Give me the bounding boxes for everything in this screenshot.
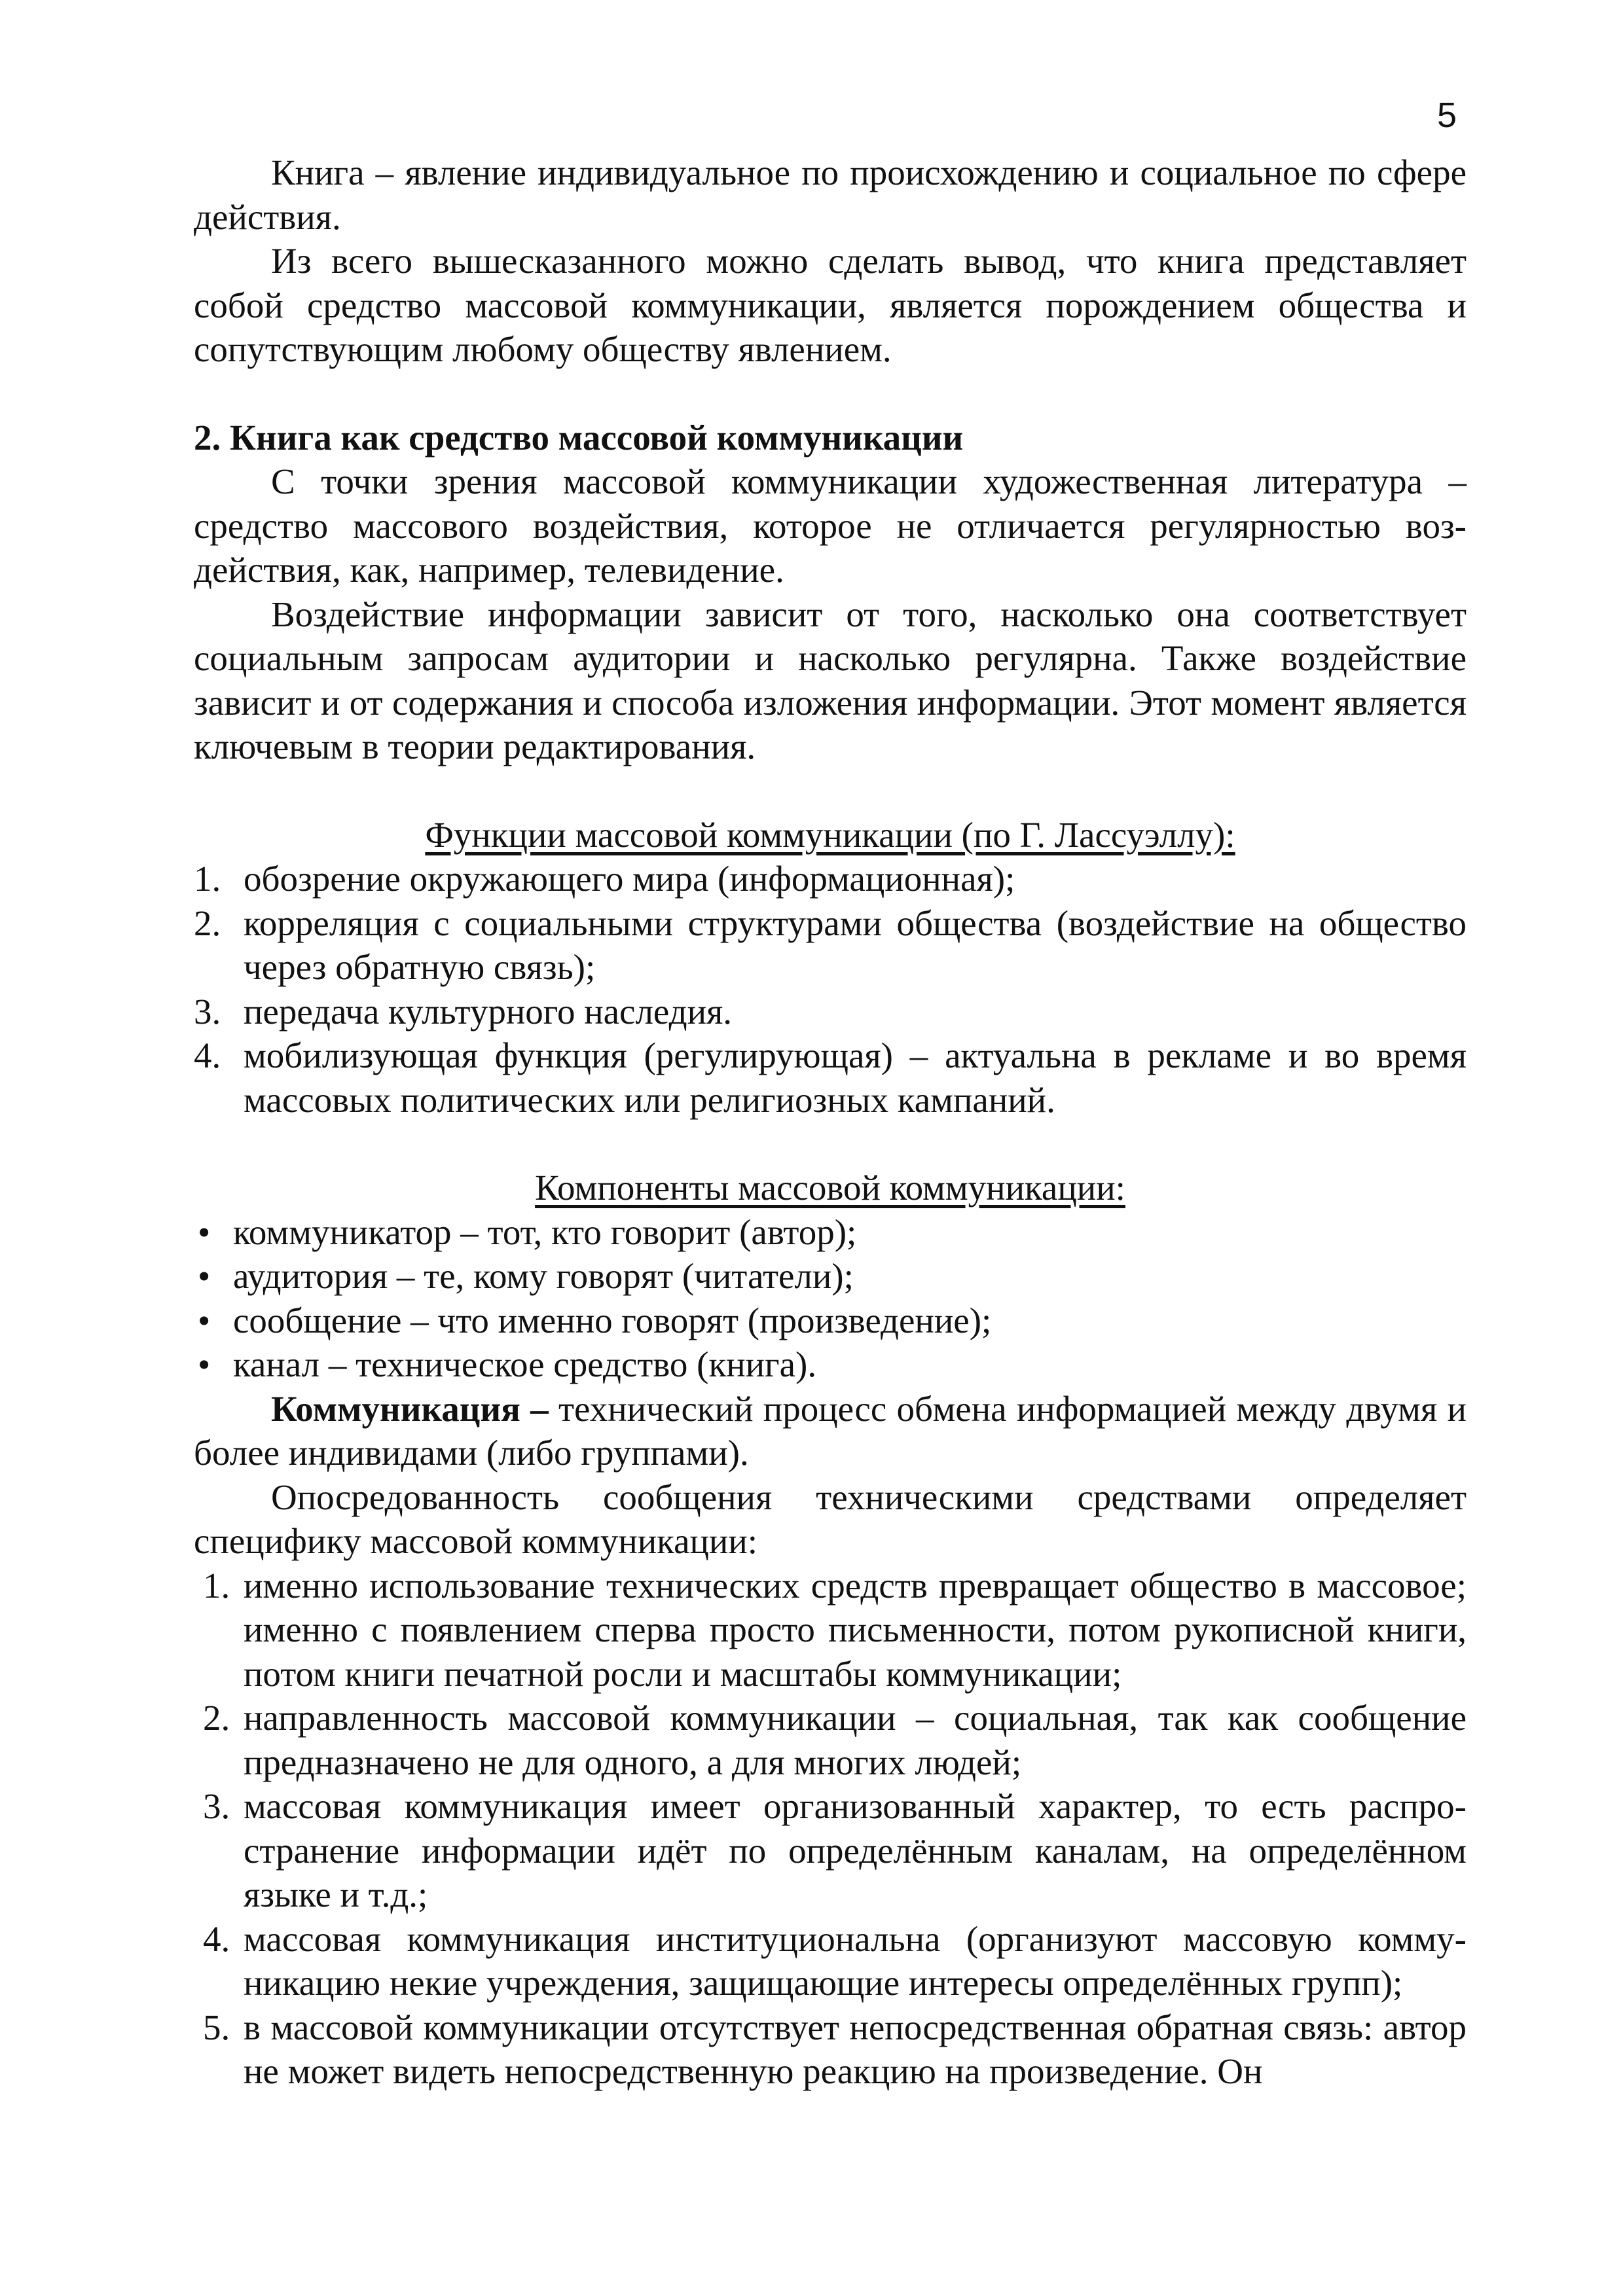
section-heading: 2. Книга как средство массовой коммуникации xyxy=(194,417,964,457)
list-item xyxy=(194,2005,1467,2094)
list-item-text: направленность массовой коммуникации – социальная, так как сообщение предназначено не для одного, а для многих людей; xyxy=(244,1698,1467,1782)
functions-list xyxy=(194,857,1467,1122)
list-item xyxy=(194,901,1467,990)
definition-paragraph xyxy=(194,1387,1467,1475)
list-item-text: канал – техническое средство (книга). xyxy=(233,1344,817,1384)
components-list xyxy=(194,1210,1467,1387)
paragraph: Опосредованность сообщения техническими средствами определяет специфику массовой коммуникации: xyxy=(194,1477,1467,1561)
components-title: Компоненты массовой коммуникации: xyxy=(535,1168,1125,1208)
functions-title: Функции массовой коммуникации (по Г. Лассуэллу): xyxy=(425,814,1235,855)
list-number: 4. xyxy=(194,1035,221,1075)
bullet-icon: • xyxy=(198,1211,211,1252)
list-item-text: сообщение – что именно говорят (произведение); xyxy=(233,1300,992,1340)
list-item-text: массовая коммуникация имеет организованный характер, то есть распространение информации идёт по определённым каналам, на определённом языке и т.д.; xyxy=(244,1786,1467,1914)
spacer xyxy=(194,769,1467,813)
paragraph: Воздействие информации зависит от того, насколько она соответствует социальным запросам аудитории и насколько регулярна. Также воздействие зависит и от содержания и способа изложения информации. Этот момент является ключевым в теории редактирования. xyxy=(194,594,1467,766)
list-number: 2. xyxy=(194,903,221,943)
list-item-text: в массовой коммуникации отсутствует непосредственная обратная связь: автор не может видеть непосредственную реакцию на произведение. Он xyxy=(244,2007,1467,2091)
bullet-icon: • xyxy=(198,1300,211,1340)
list-item xyxy=(194,1033,1467,1122)
paragraph: С точки зрения массовой коммуникации художественная литература – средство массового воздействия, которое не отличается регулярностью воздействия, как, например, телевидение. xyxy=(194,461,1467,590)
defined-term: Коммуникация – xyxy=(271,1388,549,1429)
spacer xyxy=(194,372,1467,416)
paragraph: Книга – явление индивидуальное по происхождению и социальное по сфере действия. xyxy=(194,152,1467,237)
list-item-text: корреляция с социальными структурами общества (воздействие на общество через обратную связь); xyxy=(244,903,1467,987)
list-item-text: коммуникатор – тот, кто говорит (автор); xyxy=(233,1211,857,1252)
paragraph: Из всего вышесказанного можно сделать вывод, что книга представляет собой средство массовой коммуникации, является порождением общества и сопутствующим любому обществу явлением. xyxy=(194,241,1467,369)
list-item xyxy=(194,1342,1467,1387)
list-item-text: обозрение окружающего мира (информационная); xyxy=(244,859,1015,899)
list-item xyxy=(194,1917,1467,2005)
list-item xyxy=(194,1254,1467,1299)
list-item-text: именно использование технических средств превращает общество в массовое; именно с появлением сперва просто письменности, потом рукописной книги, потом книги печатной росли и масштабы коммуникации; xyxy=(244,1565,1467,1694)
bullet-icon: • xyxy=(198,1256,211,1296)
list-item-text: передача культурного наследия. xyxy=(244,991,733,1031)
list-number: 2. xyxy=(203,1698,230,1738)
list-item xyxy=(194,1299,1467,1343)
bullet-icon: • xyxy=(198,1344,211,1384)
list-number: 1. xyxy=(203,1565,230,1605)
list-item xyxy=(194,1564,1467,1696)
specifics-list xyxy=(194,1564,1467,2094)
list-item-text: массовая коммуникация институциональна (организуют массовую коммуникацию некие учреждения, защищающие интересы определённых групп); xyxy=(244,1918,1467,2003)
definition-text: технический процесс обмена информацией между двумя и более индивидами (либо группами). xyxy=(194,1388,1467,1473)
spacer xyxy=(194,1122,1467,1166)
list-number: 5. xyxy=(203,2007,230,2047)
list-item xyxy=(194,857,1467,901)
list-number: 3. xyxy=(203,1786,230,1826)
list-number: 4. xyxy=(203,1918,230,1959)
list-item xyxy=(194,1784,1467,1917)
list-item xyxy=(194,1696,1467,1784)
list-number: 1. xyxy=(194,859,221,899)
list-item xyxy=(194,1210,1467,1255)
list-item xyxy=(194,990,1467,1034)
document-body xyxy=(194,151,1467,2094)
page-number: 5 xyxy=(1437,96,1457,135)
list-item-text: аудитория – те, кому говорят (читатели); xyxy=(233,1256,854,1296)
list-item-text: мобилизующая функция (регулирующая) – актуальна в рекламе и во время массовых политических или религиозных кампаний. xyxy=(244,1035,1467,1120)
list-number: 3. xyxy=(194,991,221,1031)
